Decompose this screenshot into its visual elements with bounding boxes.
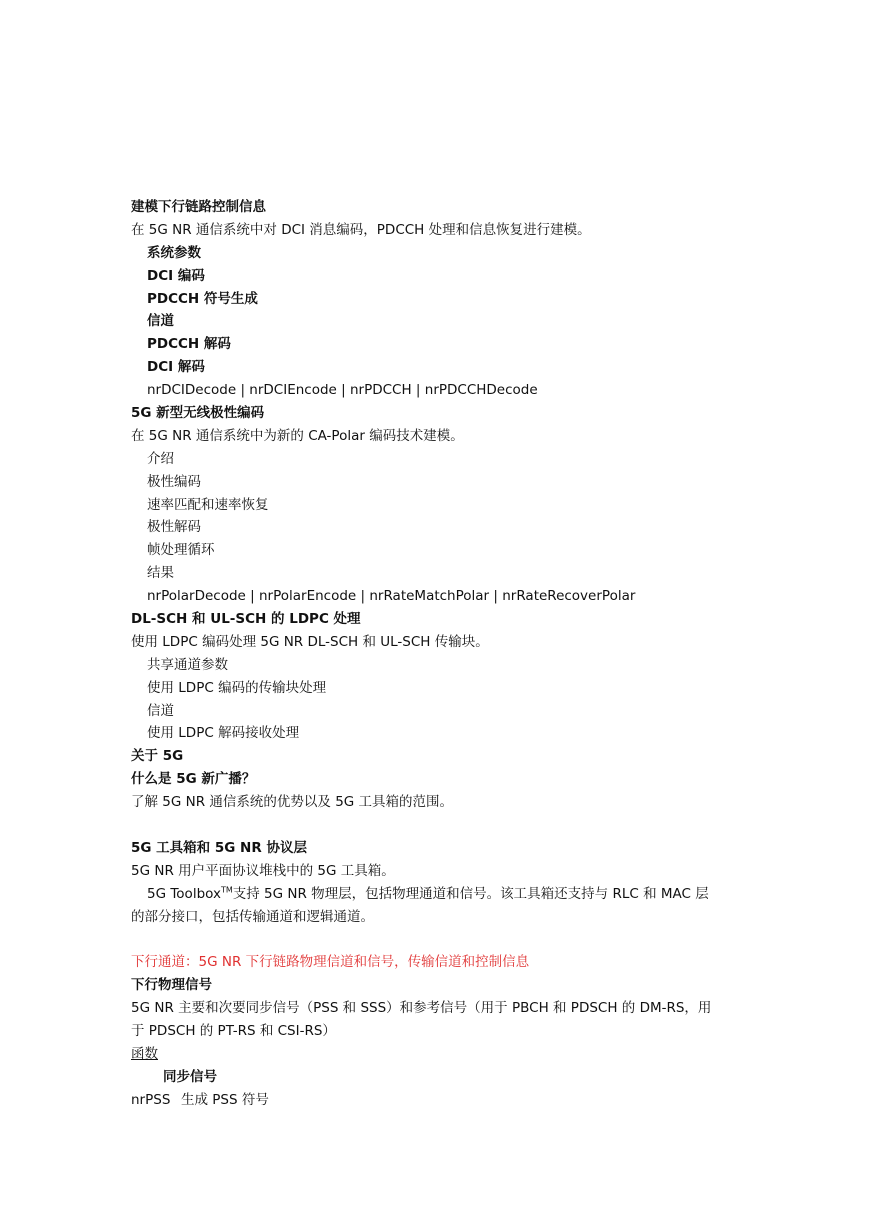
- section-title-ldpc: DL-SCH 和 UL-SCH 的 LDPC 处理: [131, 611, 361, 628]
- toc-item[interactable]: 使用 LDPC 编码的传输块处理: [147, 679, 327, 696]
- toc-item[interactable]: 速率匹配和速率恢复: [147, 496, 269, 513]
- section-title-about: 关于 5G: [131, 748, 184, 765]
- toc-item[interactable]: 系统参数: [147, 244, 201, 261]
- toc-item[interactable]: DCI 编码: [147, 267, 205, 284]
- toc-item[interactable]: 共享通道参数: [147, 656, 228, 673]
- functions-link[interactable]: 函数: [131, 1045, 158, 1062]
- toc-item[interactable]: DCI 解码: [147, 359, 205, 376]
- paragraph-line: 的部分接口，包括传输通道和逻辑通道。: [131, 908, 374, 925]
- function-list: nrPolarDecode | nrPolarEncode | nrRateMatchPolar | nrRateRecoverPolar: [147, 588, 636, 605]
- toc-item[interactable]: PDCCH 符号生成: [147, 290, 258, 307]
- section-desc-dci: 在 5G NR 通信系统中对 DCI 消息编码，PDCCH 处理和信息恢复进行建模。: [131, 221, 591, 238]
- toc-item[interactable]: 介绍: [147, 450, 174, 467]
- toc-item[interactable]: 极性解码: [147, 519, 201, 536]
- paragraph-line: [131, 883, 751, 906]
- toc-item[interactable]: 使用 LDPC 解码接收处理: [147, 725, 300, 742]
- section-subtitle-about: 什么是 5G 新广播？: [131, 771, 256, 788]
- red-heading: 下行通道：5G NR 下行链路物理信道和信号，传输信道和控制信息: [131, 954, 530, 971]
- toc-item[interactable]: 帧处理循环: [147, 542, 215, 559]
- section-title-polar: 5G 新型无线极性编码: [131, 405, 265, 422]
- section-desc-signals: 5G NR 主要和次要同步信号（PSS 和 SSS）和参考信号（用于 PBCH 和 PDSCH 的 DM-RS，用: [131, 1000, 712, 1017]
- section-title-protocol: 5G 工具箱和 5G NR 协议层: [131, 839, 307, 856]
- function-list: nrDCIDecode | nrDCIEncode | nrPDCCH | nrPDCCHDecode: [147, 382, 538, 399]
- section-desc-polar: 在 5G NR 通信系统中为新的 CA-Polar 编码技术建模。: [131, 427, 464, 444]
- trademark-mark: TM: [220, 885, 233, 895]
- toc-item[interactable]: PDCCH 解码: [147, 336, 231, 353]
- section-title-dci: 建模下行链路控制信息: [131, 199, 266, 215]
- section-desc-ldpc: 使用 LDPC 编码处理 5G NR DL-SCH 和 UL-SCH 传输块。: [131, 633, 489, 650]
- subsection-title: 同步信号: [163, 1068, 217, 1085]
- section-desc-about: 了解 5G NR 通信系统的优势以及 5G 工具箱的范围。: [131, 794, 454, 811]
- toc-item[interactable]: 信道: [147, 702, 174, 719]
- spacer: [131, 929, 751, 952]
- paragraph-text: 支持 5G NR 物理层，包括物理通道和信号。该工具箱还支持与 RLC 和 MAC 层: [232, 885, 709, 902]
- function-row: [131, 1089, 751, 1112]
- section-desc-protocol: 5G NR 用户平面协议堆栈中的 5G 工具箱。: [131, 862, 395, 879]
- toc-item[interactable]: 极性编码: [147, 473, 201, 490]
- section-desc-signals: 于 PDSCH 的 PT-RS 和 CSI-RS）: [131, 1023, 336, 1040]
- function-name[interactable]: nrPSS: [131, 1091, 171, 1108]
- function-desc: 生成 PSS 符号: [181, 1091, 269, 1108]
- toolbox-name: 5G Toolbox: [147, 885, 221, 902]
- section-title-signals: 下行物理信号: [131, 977, 212, 994]
- document-body: [131, 196, 751, 1112]
- toc-item[interactable]: 信道: [147, 313, 174, 330]
- spacer: [131, 814, 751, 837]
- toc-item[interactable]: 结果: [147, 565, 174, 582]
